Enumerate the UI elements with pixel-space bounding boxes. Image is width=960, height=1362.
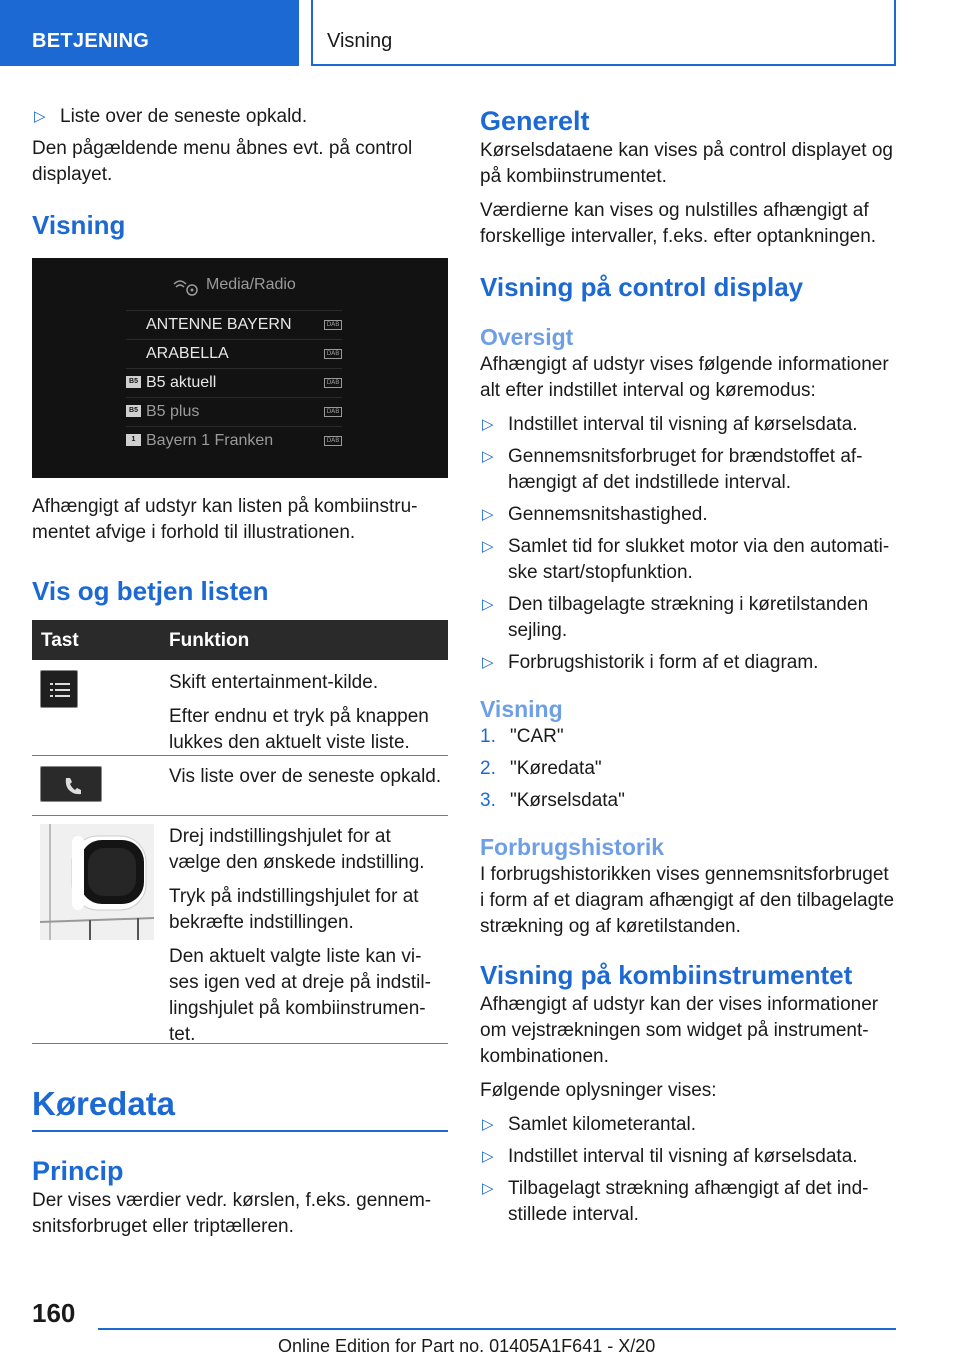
- heading-visning-right: Visning: [480, 696, 563, 722]
- page-number: 160: [32, 1298, 76, 1328]
- header-page-label: Visning: [327, 30, 393, 52]
- list-item: ▷ Gennemsnitsforbruget for brændstoffet af-hængigt af det indstillede interval.: [482, 446, 863, 493]
- triangle-bullet-icon: ▷: [482, 654, 494, 671]
- heading-kombiinstrumentet: Visning på kombiinstrumentet: [480, 960, 853, 990]
- list-item: ▷ Den tilbagelagte strækning i køretilstanden sejling.: [482, 594, 869, 641]
- list-item: ▷ Liste over de seneste opkald.: [32, 104, 448, 130]
- paragraph: I forbrugshistorikken vises gennemsnitsforbruget i form af et diagram afhængigt af den tilbagelagte strækning og af køretilstanden.: [480, 864, 895, 937]
- screen-row: B5 B5 aktuell DAB: [126, 368, 342, 394]
- column-header-tast: Tast: [41, 630, 79, 651]
- media-radio-screen-illustration: [32, 258, 448, 478]
- paragraph: Kørselsdataene kan vises på control displayet og på kombiinstrumentet.: [480, 140, 893, 187]
- heading-oversigt: Oversigt: [480, 324, 574, 350]
- phone-button-icon: [40, 766, 102, 802]
- dab-badge: DAB: [324, 378, 342, 388]
- station-logo: B5: [126, 405, 141, 417]
- list-item: ▷ Samlet tid for slukket motor via den automati-ske start/stopfunktion.: [482, 536, 890, 583]
- triangle-bullet-icon: ▷: [482, 596, 494, 613]
- header-section-tab: [0, 0, 299, 66]
- heading-vis-og-betjen: Vis og betjen listen: [32, 576, 269, 606]
- paragraph: Værdierne kan vises og nulstilles afhængigt af forskellige intervaller, f.eks. efter optankningen.: [480, 200, 877, 247]
- list-menu-button-icon: [40, 670, 78, 708]
- triangle-bullet-icon: ▷: [482, 416, 494, 433]
- screen-row: 1 Bayern 1 Franken DAB: [126, 426, 342, 452]
- table-row: Skift entertainment-kilde. Efter endnu et tryk på knappen lukkes den aktuelt viste liste.: [32, 660, 448, 756]
- triangle-bullet-icon: ▷: [34, 108, 46, 125]
- step-item: 1. "CAR": [480, 726, 564, 747]
- paragraph: Den pågældende menu åbnes evt. på control displayet.: [32, 138, 413, 185]
- triangle-bullet-icon: ▷: [482, 448, 494, 465]
- screen-list: [126, 268, 344, 464]
- paragraph: Afhængigt af udstyr kan der vises informationer om vejstrækningen som widget på instrument-kombinationen.: [480, 994, 879, 1067]
- step-item: 2. "Køredata": [480, 758, 602, 779]
- dab-badge: DAB: [324, 349, 342, 359]
- list-item: ▷ Samlet kilometerantal.: [480, 1112, 896, 1138]
- screen-row: B5 B5 plus DAB: [126, 397, 342, 423]
- left-column: [32, 104, 448, 1248]
- table-header: [32, 620, 448, 660]
- triangle-bullet-icon: ▷: [482, 1180, 494, 1197]
- list-item: ▷ Indstillet interval til visning af kørselsdata.: [480, 1144, 896, 1170]
- right-column: [480, 104, 896, 1234]
- station-logo: B5: [126, 376, 141, 388]
- table-row: Drej indstillingshjulet for at vælge den ønskede indstilling. Tryk på indstillingshjulet for at bekræfte indstillingen. Den aktuelt valgte liste kan vi-ses igen ved at dreje på indstil-lingshjulet på kombiinstrumen-tet.: [32, 816, 448, 1044]
- paragraph: Afhængigt af udstyr vises følgende informationer alt efter indstillet interval og køremodus:: [480, 354, 889, 401]
- header-section-label: BETJENING: [32, 30, 150, 52]
- footer-edition: Online Edition for Part no. 01405A1F641 - X/20: [278, 1336, 656, 1356]
- list-item: ▷ Indstillet interval til visning af kørselsdata.: [480, 412, 896, 438]
- heading-visning: Visning: [32, 210, 126, 240]
- triangle-bullet-icon: ▷: [482, 538, 494, 555]
- screen-row: ANTENNE BAYERN DAB: [126, 310, 342, 336]
- caption: Afhængigt af udstyr kan listen på kombiinstru-mentet afvige i forhold til illustrationen.: [32, 496, 418, 543]
- heading-princip: Princip: [32, 1156, 124, 1186]
- triangle-bullet-icon: ▷: [482, 506, 494, 523]
- triangle-bullet-icon: ▷: [482, 1116, 494, 1133]
- station-logo: 1: [126, 434, 141, 446]
- screen-row: ARABELLA DAB: [126, 339, 342, 365]
- list-item: ▷ Gennemsnitshastighed.: [480, 502, 896, 528]
- table-row: Vis liste over de seneste opkald.: [32, 756, 448, 816]
- dab-badge: DAB: [324, 436, 342, 446]
- list-item: ▷ Forbrugshistorik i form af et diagram.: [480, 650, 896, 676]
- dab-badge: DAB: [324, 407, 342, 417]
- heading-koredata: Køredata: [32, 1082, 448, 1132]
- paragraph: Der vises værdier vedr. kørslen, f.eks. gennem-snitsforbruget eller triptælleren.: [32, 1190, 432, 1237]
- triangle-bullet-icon: ▷: [482, 1148, 494, 1165]
- key-function-table: [32, 620, 448, 1044]
- dab-badge: DAB: [324, 320, 342, 330]
- footer-rule: [98, 1328, 896, 1330]
- list-item: ▷ Tilbagelagt strækning afhængigt af det ind-stillede interval.: [482, 1178, 869, 1225]
- header-page-tab: [311, 0, 896, 66]
- heading-generelt: Generelt: [480, 106, 590, 136]
- heading-forbrugshistorik: Forbrugshistorik: [480, 834, 665, 860]
- media-radio-icon: [172, 278, 200, 296]
- paragraph: Følgende oplysninger vises:: [480, 1080, 717, 1101]
- step-item: 3. "Kørselsdata": [480, 790, 625, 811]
- screen-title: Media/Radio: [206, 276, 296, 293]
- column-header-funktion: Funktion: [169, 630, 250, 651]
- controller-knob-icon: [40, 824, 154, 940]
- heading-control-display: Visning på control display: [480, 272, 804, 302]
